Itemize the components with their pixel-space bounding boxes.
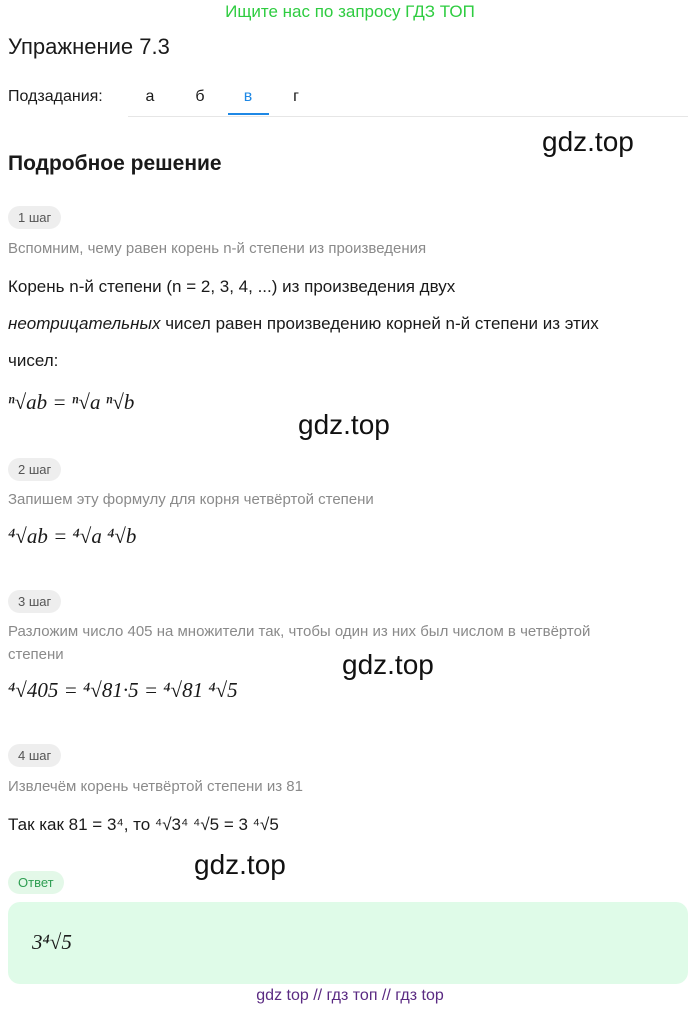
formula: ⁴√ab = ⁴√a ⁴√b (8, 524, 137, 548)
step-hint-text: Вспомним, чему равен корень n-й степени из произведения (8, 240, 427, 257)
tab-v[interactable]: в (243, 88, 253, 105)
formula: ⁿ√ab = ⁿ√a ⁿ√b (8, 390, 135, 414)
formula: ⁴√405 = ⁴√81·5 = ⁴√81 ⁴√5 (8, 678, 238, 702)
step-text-line: Корень n-й степени (n = 2, 3, 4, ...) из произведения двух (8, 277, 456, 296)
active-tab-indicator (228, 113, 269, 115)
step-hint: Запишем эту формулу для корня четвёртой степени (8, 491, 374, 508)
step-text-rest: чисел равен произведению корней n-й степени из этих (165, 314, 599, 333)
subtasks-label: Подзадания: (8, 88, 103, 105)
footer: gdz top // гдз топ // гдз top (256, 987, 444, 1004)
step-hint: степени (8, 646, 64, 663)
tab-a[interactable]: а (145, 88, 155, 105)
step-badge: 2 шаг (8, 458, 61, 481)
top-banner: Ищите нас по запросу ГДЗ ТОП (225, 2, 475, 21)
tab-b[interactable]: б (195, 88, 205, 105)
section-title: Подробное решение (8, 152, 222, 175)
step-text-line: чисел: (8, 351, 59, 370)
answer-badge: Ответ (8, 871, 64, 894)
step-hint: Извлечём корень четвёртой степени из 81 (8, 778, 303, 795)
step-hint: Разложим число 405 на множители так, чтобы один из них был числом в четвёртой (8, 623, 591, 640)
page-title: Упражнение 7.3 (8, 34, 170, 59)
watermark: gdz.top (342, 649, 434, 680)
step-badge: 3 шаг (8, 590, 61, 613)
step-text-line: Так как 81 = 3⁴, то ⁴√3⁴ ⁴√5 = 3 ⁴√5 (8, 815, 279, 834)
emphasis-text: неотрицательных (8, 314, 161, 333)
subtask-tabs (128, 78, 688, 117)
watermark: gdz.top (194, 849, 286, 880)
tab-g[interactable]: г (293, 88, 299, 105)
answer-box (8, 902, 688, 984)
step-text-line (8, 314, 599, 334)
step-badge: 1 шаг (8, 206, 61, 229)
watermark: gdz.top (542, 126, 634, 157)
watermark: gdz.top (298, 409, 390, 440)
answer-value: 3⁴√5 (32, 930, 72, 954)
step-hint (8, 240, 426, 257)
step-badge: 4 шаг (8, 744, 61, 767)
